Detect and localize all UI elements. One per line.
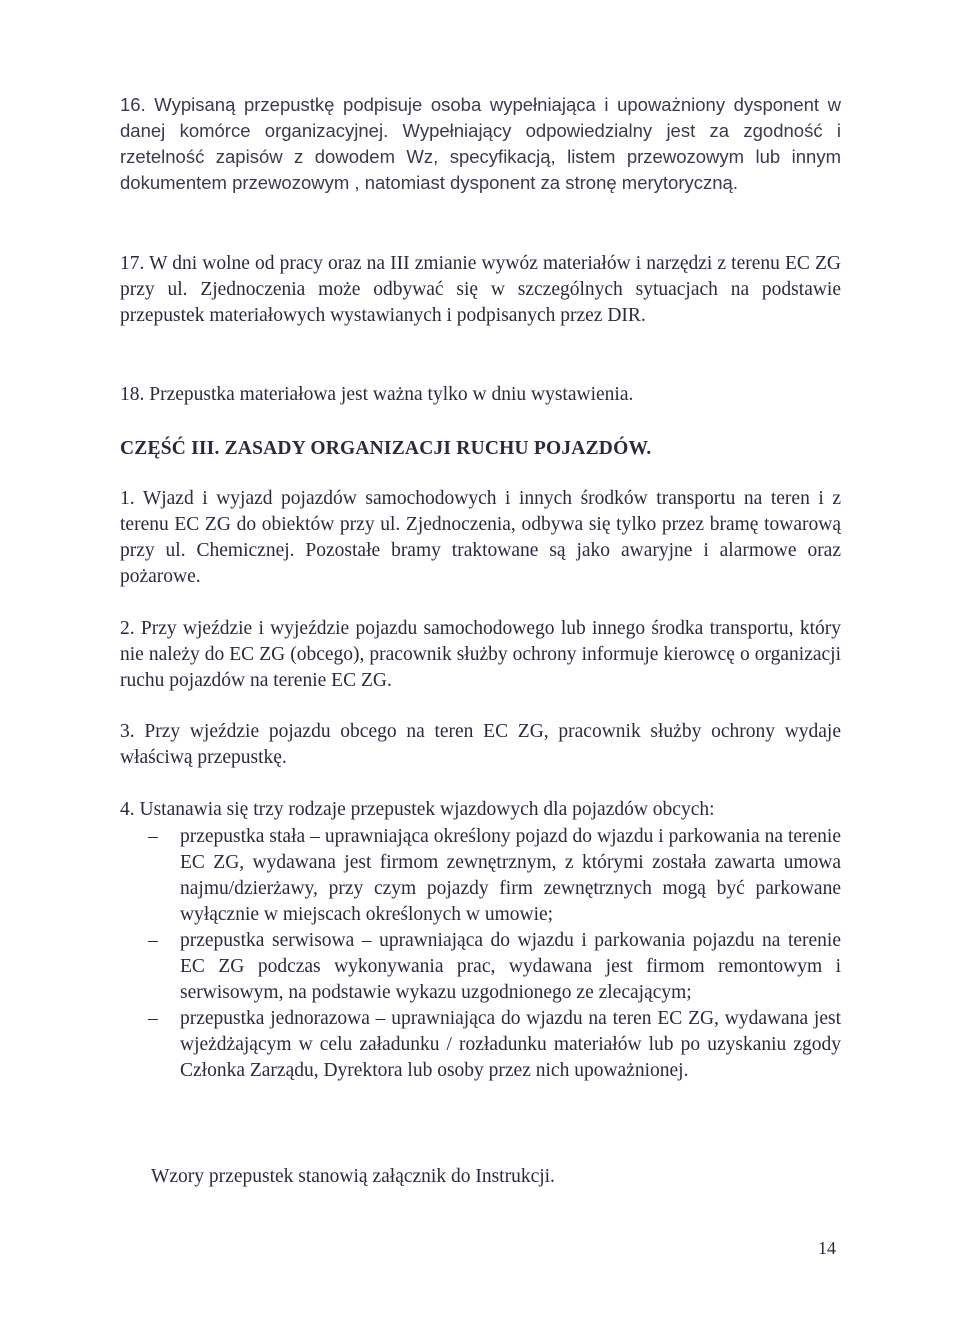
- pass-type-single: [145, 1006, 841, 1084]
- pass-type-text: przepustka stała – uprawniająca określony pojazd do wjazdu i parkowania na terenie EC ZG, wydawana jest firmom zewnętrznym, z którymi została zawarta umowa najmu/dzierżawy, przy czym pojazdy firm zewnętrznych mogą być parkowane wyłącznie w miejscach określonych w umowie;: [180, 826, 841, 925]
- dash-bullet: –: [148, 826, 158, 847]
- page-number: 14: [818, 1238, 836, 1258]
- list-item-3: 3. Przy wjeździe pojazdu obcego na teren EC ZG, pracownik służby ochrony wydaje właściwą przepustkę.: [120, 721, 841, 768]
- pass-types-list: [145, 824, 841, 1084]
- paragraph-17: 17. W dni wolne od pracy oraz na III zmianie wywóz materiałów i narzędzi z terenu EC ZG przy ul. Zjednoczenia może odbywać się w szczególnych sytuacjach na podstawie przepustek materiałowych wystawianych i podpisanych przez DIR.: [120, 253, 841, 326]
- pass-type-text: przepustka jednorazowa – uprawniająca do wjazdu na teren EC ZG, wydawana jest wjeżdżającym w celu załadunku / rozładunku materiałów lub po uzyskaniu zgody Członka Zarządu, Dyrektora lub osoby przez nich upoważnionej.: [180, 1008, 841, 1081]
- section-heading: CZĘŚĆ III. ZASADY ORGANIZACJI RUCHU POJAZDÓW.: [120, 438, 652, 459]
- paragraph-16: 16. Wypisaną przepustkę podpisuje osoba wypełniająca i upoważniony dysponent w danej komórce organizacyjnej. Wypełniający odpowiedzialny jest za zgodność i rzetelność zapisów z dowodem Wz, specyfikacją, listem przewozowym lub innym dokumentem przewozowym , natomiast dysponent za stronę merytoryczną.: [120, 94, 841, 193]
- list-item-2: 2. Przy wjeździe i wyjeździe pojazdu samochodowego lub innego środka transportu, który nie należy do EC ZG (obcego), pracownik służby ochrony informuje kierowcę o organizacji ruchu pojazdów na terenie EC ZG.: [120, 618, 841, 691]
- dash-bullet: –: [148, 930, 158, 951]
- paragraph-18: 18. Przepustka materiałowa jest ważna tylko w dniu wystawienia.: [120, 384, 634, 405]
- pass-type-service: [145, 928, 841, 1006]
- dash-bullet: –: [148, 1008, 158, 1029]
- list-item-1: 1. Wjazd i wyjazd pojazdów samochodowych i innych środków transportu na teren i z terenu EC ZG do obiektów przy ul. Zjednoczenia, odbywa się tylko przez bramę towarową przy ul. Chemicznej. Pozostałe bramy traktowane są jako awaryjne i alarmowe oraz pożarowe.: [120, 488, 841, 587]
- list-item-4: 4. Ustanawia się trzy rodzaje przepustek wjazdowych dla pojazdów obcych:: [120, 799, 715, 820]
- closing-note: Wzory przepustek stanowią załącznik do Instrukcji.: [151, 1166, 555, 1187]
- pass-type-permanent: [145, 824, 841, 928]
- pass-type-text: przepustka serwisowa – uprawniająca do wjazdu i parkowania pojazdu na terenie EC ZG podczas wykonywania prac, wydawana jest firmom remontowym i serwisowym, na podstawie wykazu uzgodnionego ze zlecającym;: [180, 930, 841, 1003]
